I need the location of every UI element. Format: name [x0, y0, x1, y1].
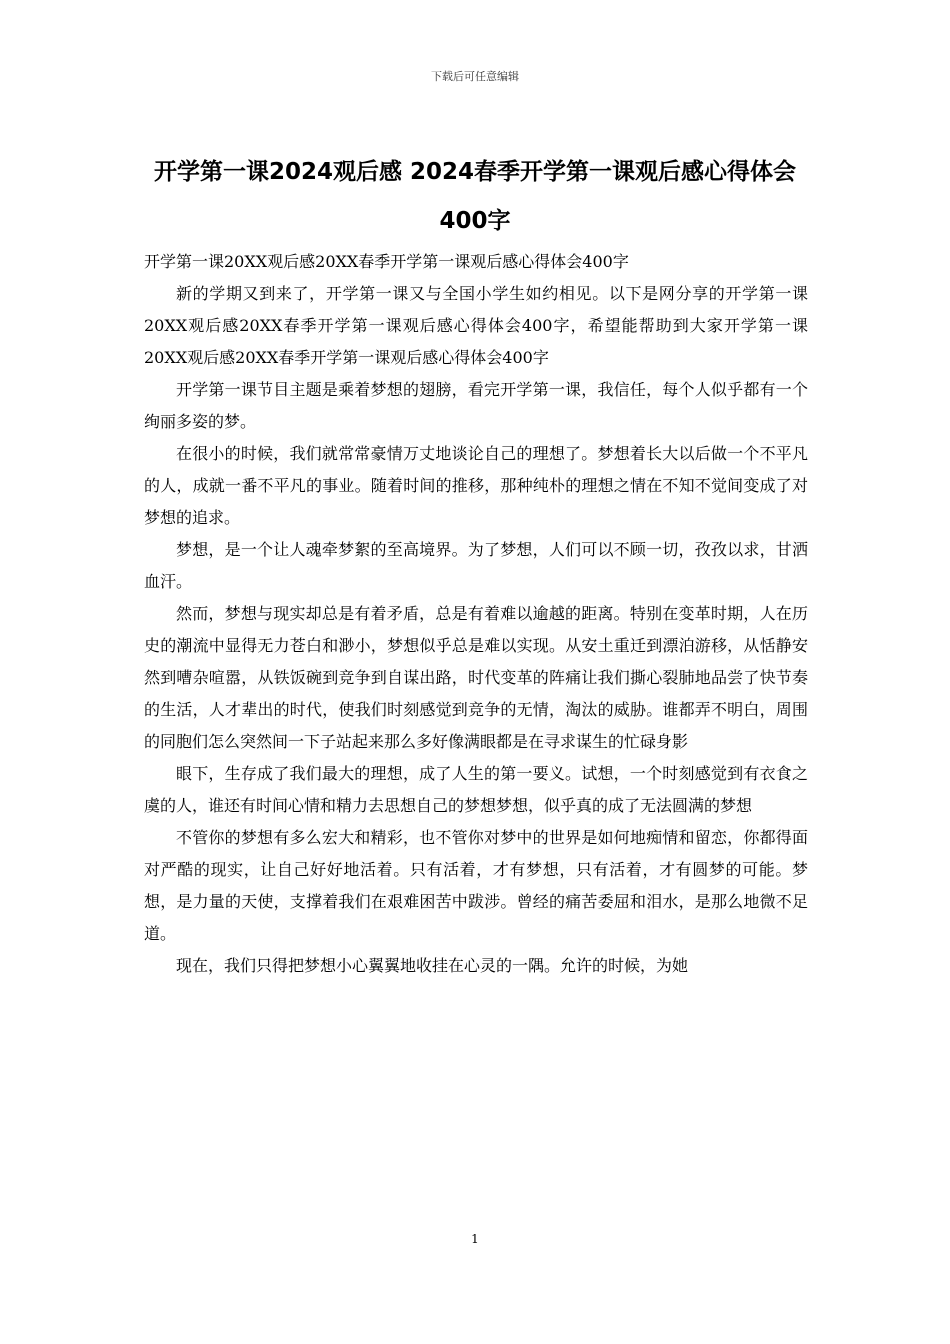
paragraph-subtitle: 开学第一课20XX观后感20XX春季开学第一课观后感心得体会400字	[144, 252, 629, 271]
document-body	[144, 246, 808, 982]
page-number: 1	[471, 1232, 479, 1246]
paragraph: 然而，梦想与现实却总是有着矛盾，总是有着难以逾越的距离。特别在变革时期，人在历史的潮流中显得无力苍白和渺小，梦想似乎总是难以实现。从安土重迁到漂泊游移，从恬静安然到嘈杂喧嚣，从铁饭碗到竞争到自谋出路，时代变革的阵痛让我们撕心裂肺地品尝了快节奏的生活，人才辈出的时代，使我们时刻感觉到竞争的无情，淘汰的威胁。谁都弄不明白，周围的同胞们怎么突然间一下子站起来那么多好像满眼都是在寻求谋生的忙碌身影	[144, 604, 808, 751]
paragraph: 新的学期又到来了，开学第一课又与全国小学生如约相见。以下是网分享的开学第一课20XX观后感20XX春季开学第一课观后感心得体会400字，希望能帮助到大家开学第一课20XX观后感20XX春季开学第一课观后感心得体会400字	[144, 284, 808, 367]
paragraph: 不管你的梦想有多么宏大和精彩，也不管你对梦中的世界是如何地痴情和留恋，你都得面对严酷的现实，让自己好好地活着。只有活着，才有梦想，只有活着，才有圆梦的可能。梦想，是力量的天使，支撑着我们在艰难困苦中跋涉。曾经的痛苦委屈和泪水，是那么地微不足道。	[144, 828, 808, 943]
paragraph: 现在，我们只得把梦想小心翼翼地收挂在心灵的一隅。允许的时候，为她	[176, 956, 689, 975]
paragraph: 开学第一课节目主题是乘着梦想的翅膀，看完开学第一课，我信任，每个人似乎都有一个绚丽多姿的梦。	[144, 380, 808, 431]
paragraph: 眼下，生存成了我们最大的理想，成了人生的第一要义。试想，一个时刻感觉到有衣食之虞的人，谁还有时间心情和精力去思想自己的梦想梦想，似乎真的成了无法圆满的梦想	[144, 764, 808, 815]
header-note: 下载后可任意编辑	[431, 70, 519, 83]
paragraph: 梦想，是一个让人魂牵梦絮的至高境界。为了梦想，人们可以不顾一切，孜孜以求，甘洒血汗。	[144, 540, 808, 591]
document-title: 开学第一课2024观后感 2024春季开学第一课观后感心得体会400字	[153, 159, 797, 234]
paragraph: 在很小的时候，我们就常常豪情万丈地谈论自己的理想了。梦想着长大以后做一个不平凡的人，成就一番不平凡的事业。随着时间的推移，那种纯朴的理想之情在不知不觉间变成了对梦想的追求。	[144, 444, 808, 527]
